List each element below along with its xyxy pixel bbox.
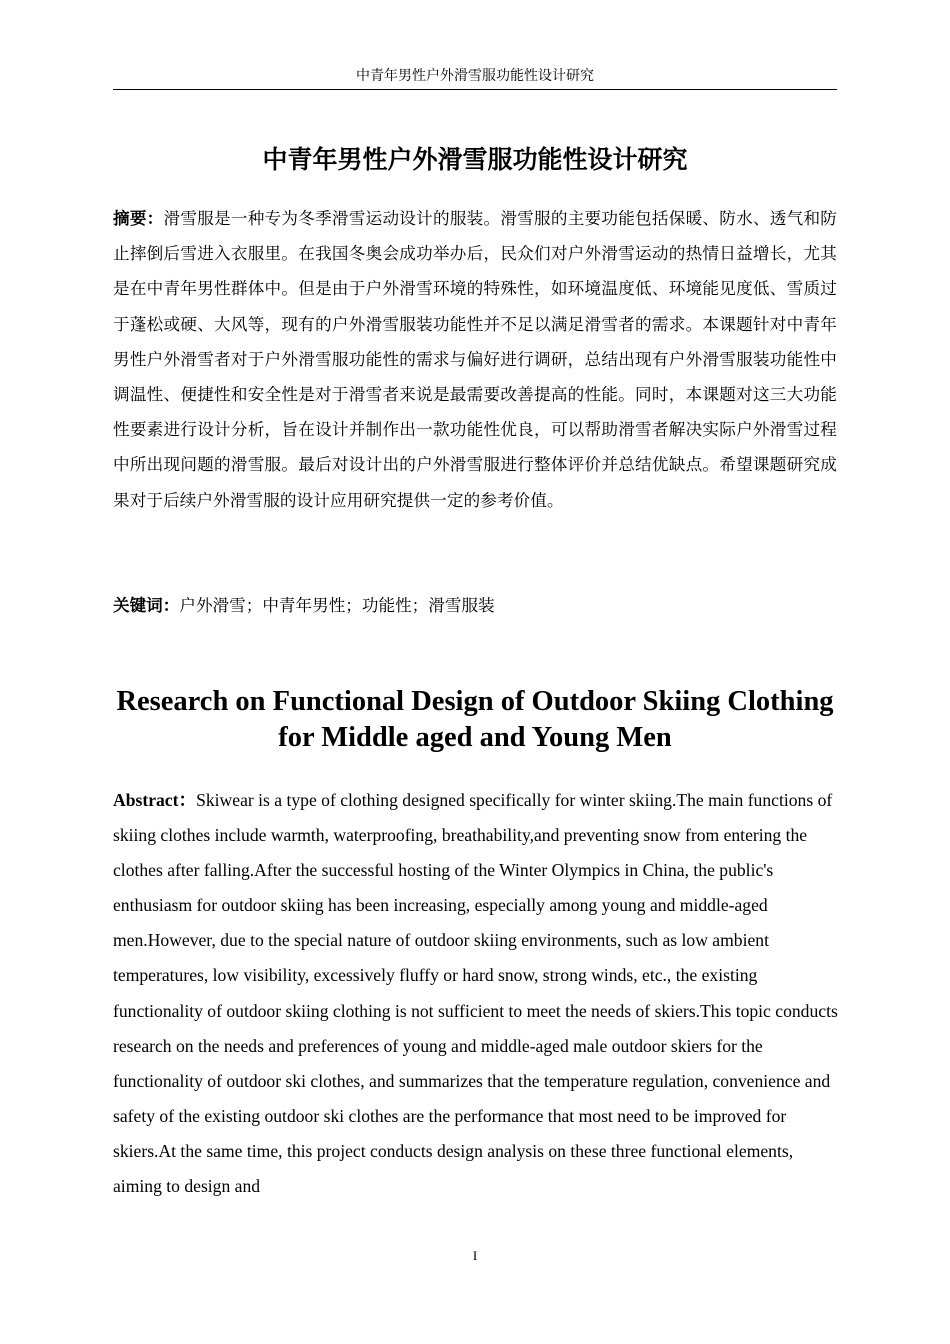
chinese-keywords [113,590,837,622]
chinese-abstract [113,201,837,518]
header-rule [113,89,837,90]
running-header: 中青年男性户外滑雪服功能性设计研究 [356,68,594,84]
english-title [100,684,850,756]
page-number: I [472,1248,478,1263]
english-abstract-text: Skiwear is a type of clothing designed specifically for winter skiing.The main functions of skiing clothes include warmth, waterproofing, breathability,and preventing snow from entering the clothes after falling.After the successful hosting of the Winter Olympics in China, the public's enthusiasm for outdoor skiing has been increasing, especially among young and middle-aged men.However, due to the special nature of outdoor skiing environments, such as low ambient temperatures, low visibility, excessively fluffy or hard snow, strong winds, etc., the existing functionality of outdoor skiing clothing is not sufficient to meet the needs of skiers.This topic conducts research on the needs and preferences of young and middle-aged male outdoor skiers for the functionality of outdoor ski clothes, and summarizes that the temperature regulation, convenience and safety of the existing outdoor ski clothes are the performance that most need to be improved for skiers.At the same time, this project conducts design analysis on these three functional elements, aiming to design and [113,790,838,1197]
chinese-keywords-text: 户外滑雪；中青年男性；功能性；滑雪服装 [179,596,495,615]
english-abstract [113,783,843,1204]
chinese-title: 中青年男性户外滑雪服功能性设计研究 [262,145,688,174]
chinese-abstract-label: 摘要： [113,209,164,228]
chinese-abstract-text: 滑雪服是一种专为冬季滑雪运动设计的服装。滑雪服的主要功能包括保暖、防水、透气和防止摔倒后雪进入衣服里。在我国冬奥会成功举办后，民众们对户外滑雪运动的热情日益增长，尤其是在中青年男性群体中。但是由于户外滑雪环境的特殊性，如环境温度低、环境能见度低、雪质过于蓬松或硬、大风等，现有的户外滑雪服装功能性并不足以满足滑雪者的需求。本课题针对中青年男性户外滑雪者对于户外滑雪服功能性的需求与偏好进行调研，总结出现有户外滑雪服装功能性中调温性、便捷性和安全性是对于滑雪者来说是最需要改善提高的性能。同时，本课题对这三大功能性要素进行设计分析，旨在设计并制作出一款功能性优良，可以帮助滑雪者解决实际户外滑雪过程中所出现问题的滑雪服。最后对设计出的户外滑雪服进行整体评价并总结优缺点。希望课题研究成果对于后续户外滑雪服的设计应用研究提供一定的参考价值。 [113,209,837,510]
chinese-keywords-label: 关键词： [113,596,180,615]
english-title-line-2: for Middle aged and Young Men [278,722,672,753]
english-title-line-1: Research on Functional Design of Outdoor Skiing Clothing [116,686,834,717]
english-abstract-label: Abstract： [113,790,197,810]
